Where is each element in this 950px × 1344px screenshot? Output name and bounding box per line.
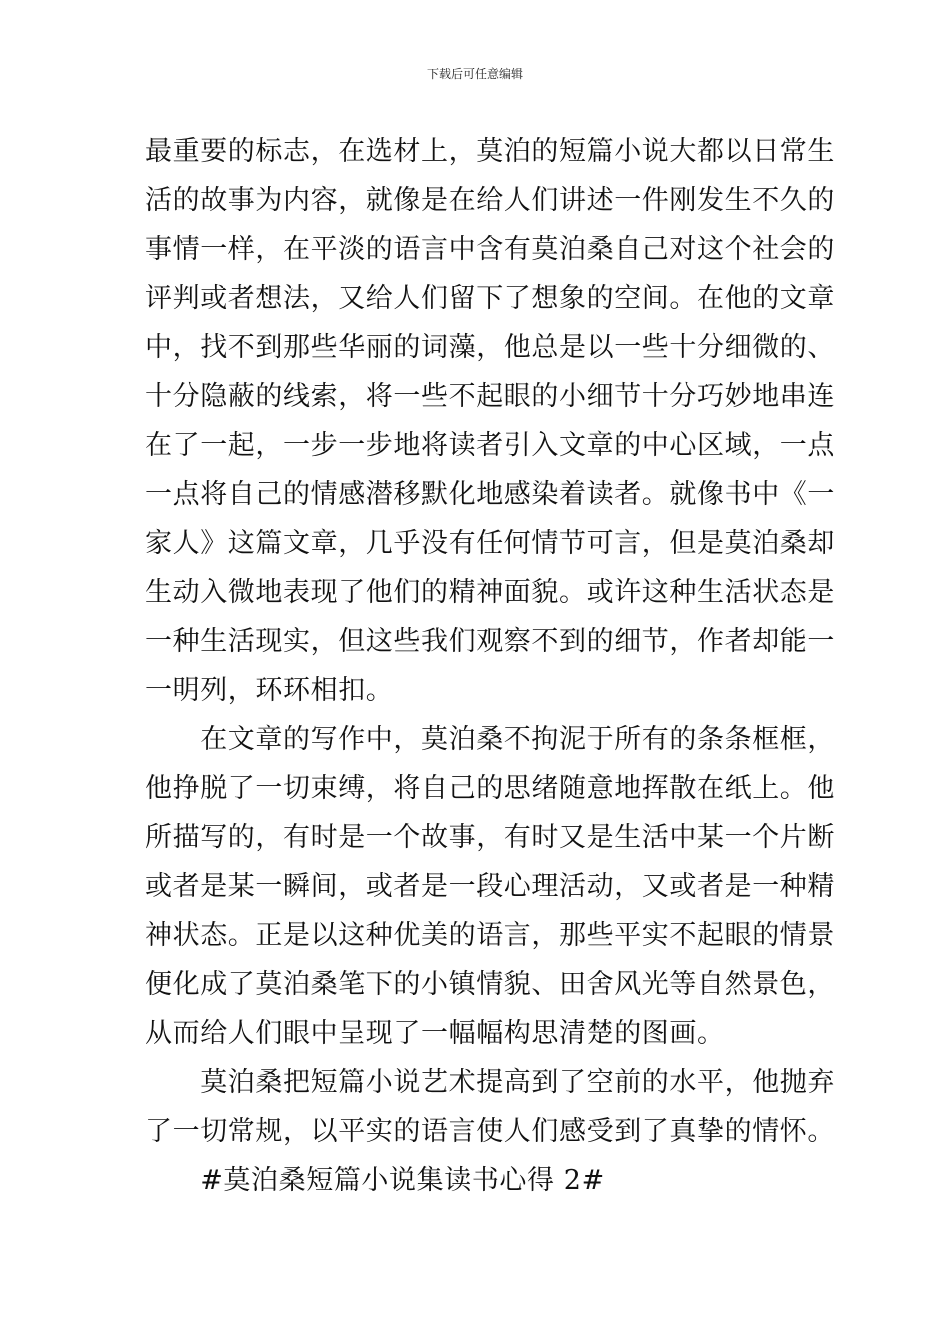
text-line: 中，找不到那些华丽的词藻，他总是以一些十分细微的、 <box>145 332 835 363</box>
text-line: 一点将自己的情感潜移默化地感染着读者。就像书中《一 <box>145 479 835 510</box>
page-header: 下载后可任意编辑 <box>426 67 523 81</box>
text-line: #莫泊桑短篇小说集读书心得 2# <box>145 1165 605 1196</box>
text-line: 评判或者想法，又给人们留下了想象的空间。在他的文章 <box>145 283 835 314</box>
text-line: 活的故事为内容，就像是在给人们讲述一件刚发生不久的 <box>145 185 835 216</box>
text-line: 了一切常规，以平实的语言使人们感受到了真挚的情怀。 <box>145 1116 835 1147</box>
paragraph <box>145 127 835 715</box>
paragraph <box>145 1058 835 1156</box>
text-line: 最重要的标志，在选材上，莫泊的短篇小说大都以日常生 <box>145 136 835 167</box>
text-line: 便化成了莫泊桑笔下的小镇情貌、田舍风光等自然景色， <box>145 969 835 1000</box>
text-line: 神状态。正是以这种优美的语言，那些平实不起眼的情景 <box>145 920 835 951</box>
text-line: 十分隐蔽的线索，将一些不起眼的小细节十分巧妙地串连 <box>145 381 835 412</box>
text-line: 莫泊桑把短篇小说艺术提高到了空前的水平，他抛弃 <box>145 1067 835 1098</box>
text-line: 或者是某一瞬间，或者是一段心理活动，又或者是一种精 <box>145 871 835 902</box>
paragraph <box>145 715 835 1058</box>
text-line: 他挣脱了一切束缚，将自己的思绪随意地挥散在纸上。他 <box>145 773 835 804</box>
text-line: 从而给人们眼中呈现了一幅幅构思清楚的图画。 <box>145 1018 725 1049</box>
text-line: 家人》这篇文章，几乎没有任何情节可言，但是莫泊桑却 <box>145 528 835 559</box>
section-heading <box>145 1156 807 1205</box>
text-line: 生动入微地表现了他们的精神面貌。或许这种生活状态是 <box>145 577 835 608</box>
text-line: 在了一起，一步一步地将读者引入文章的中心区域，一点 <box>145 430 835 461</box>
text-line: 一明列，环环相扣。 <box>145 675 394 706</box>
text-line: 所描写的，有时是一个故事，有时又是生活中某一个片断 <box>145 822 835 853</box>
text-line: 在文章的写作中，莫泊桑不拘泥于所有的条条框框， <box>145 724 835 755</box>
text-line: 一种生活现实，但这些我们观察不到的细节，作者却能一 <box>145 626 835 657</box>
text-line: 事情一样，在平淡的语言中含有莫泊桑自己对这个社会的 <box>145 234 835 265</box>
document-body <box>145 127 835 1205</box>
